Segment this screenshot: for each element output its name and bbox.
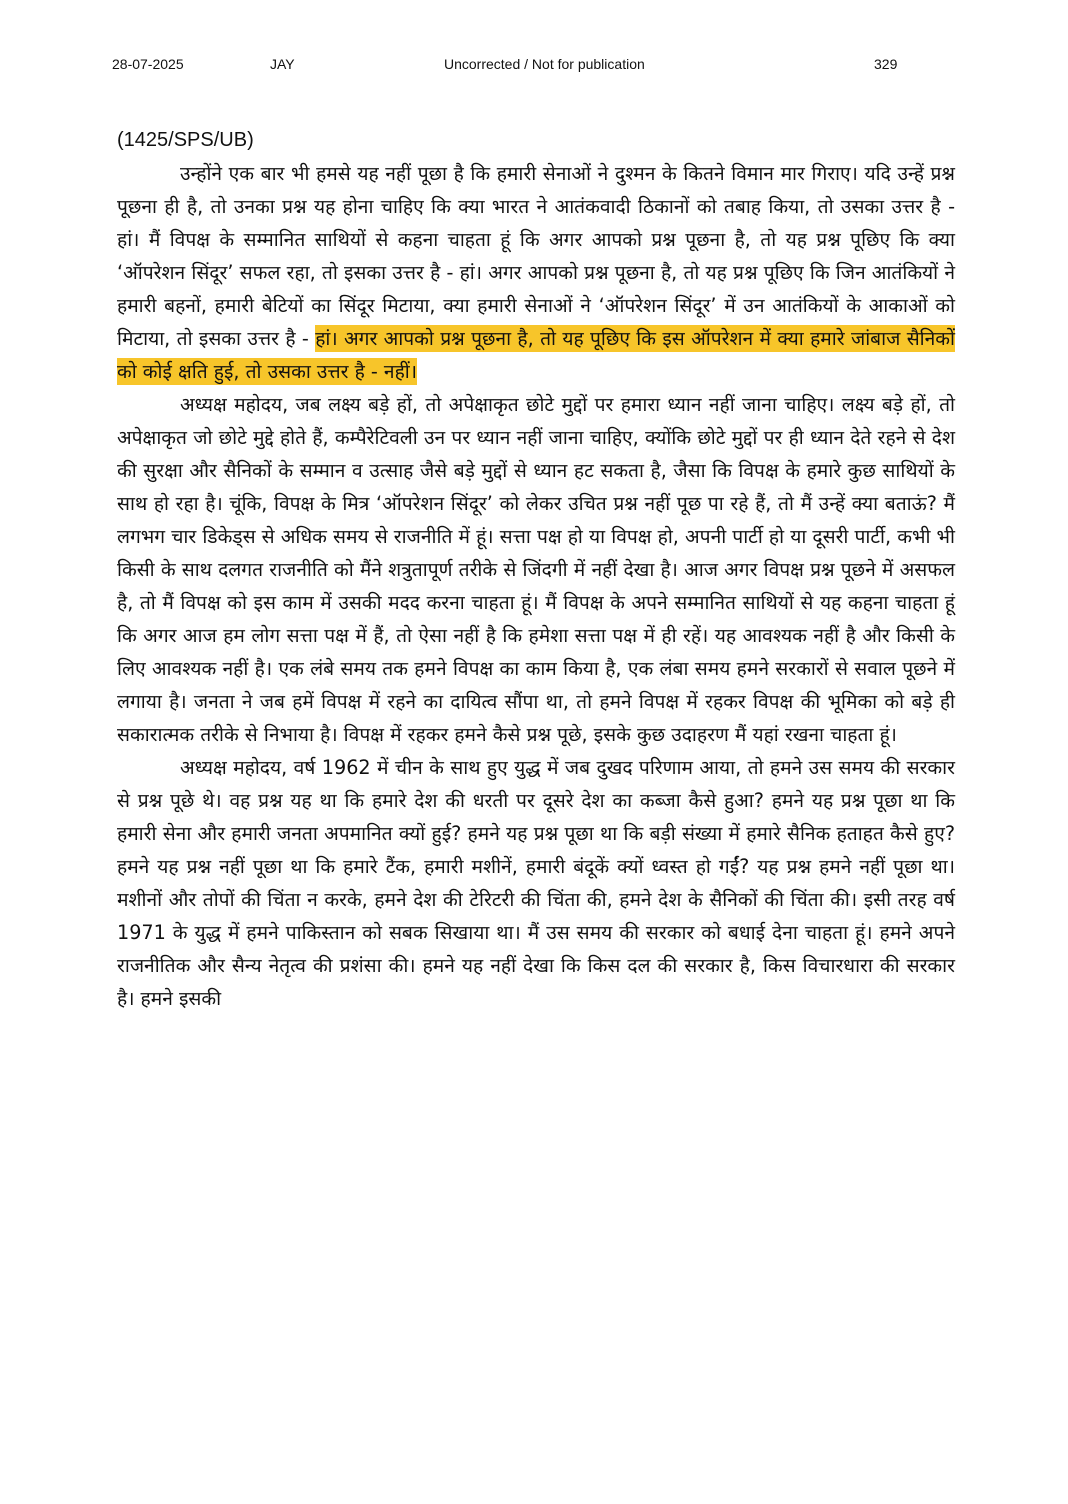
header-reporter-code: JAY: [270, 56, 295, 72]
paragraph-3: अध्यक्ष महोदय, वर्ष 1962 में चीन के साथ हुए युद्ध में जब दुखद परिणाम आया, तो हमने उस समय की सरकार से प्रश्न पूछे थे। वह प्रश्न यह था कि हमारे देश की धरती पर दूसरे देश का कब्जा कैसे हुआ? हमने यह प्रश्न पूछा था कि हमारी सेना और हमारी जनता अपमानित क्यों हुई? हमने यह प्रश्न पूछा था कि बड़ी संख्या में हमारे सैनिक हताहत कैसे हुए? हमने यह प्रश्न नहीं पूछा था कि हमारे टैंक, हमारी मशीनें, हमारी बंदूकें क्यों ध्वस्त हो गईं? यह प्रश्न हमने नहीं पूछा था। मशीनों और तोपों की चिंता न करके, हमने देश की टेरिटरी की चिंता की, हमने देश के सैनिकों की चिंता की। इसी तरह वर्ष 1971 के युद्ध में हमने पाकिस्तान को सबक सिखाया था। मैं उस समय की सरकार को बधाई देना चाहता हूं। हमने अपने राजनीतिक और सैन्य नेतृत्व की प्रशंसा की। हमने यह नहीं देखा कि किस दल की सरकार है, किस विचारधारा की सरकार है। हमने इसकी: [117, 756, 955, 1010]
paragraph-1-text: उन्होंने एक बार भी हमसे यह नहीं पूछा है कि हमारी सेनाओं ने दुश्मन के कितने विमान मार गिराए। यदि उन्हें प्रश्न पूछना ही है, तो उनका प्रश्न यह होना चाहिए कि क्या भारत ने आतंकवादी ठिकानों को तबाह किया, तो उसका उत्तर है - हां। मैं विपक्ष के सम्मानित साथियों से कहना चाहता हूं कि अगर आपको प्रश्न पूछना है, तो यह प्रश्न पूछिए कि क्या ‘ऑपरेशन सिंदूर’ सफल रहा, तो इसका उत्तर है - हां। अगर आपको प्रश्न पूछना है, तो यह प्रश्न पूछिए कि जिन आतंकियों ने हमारी बहनों, हमारी बेटियों का सिंदूर मिटाया, क्या हमारी सेनाओं ने ‘ऑपरेशन सिंदूर’ में उन आतंकियों के आकाओं को मिटाया, तो इसका उत्तर है -: [117, 162, 955, 350]
paragraph-1: [117, 157, 955, 388]
document-body: [117, 124, 955, 1015]
page-header: [0, 56, 1068, 76]
paragraph-2: अध्यक्ष महोदय, जब लक्ष्य बड़े हों, तो अपेक्षाकृत छोटे मुद्दों पर हमारा ध्यान नहीं जाना चाहिए। लक्ष्य बड़े हों, तो अपेक्षाकृत जो छोटे मुद्दे होते हैं, कम्पैरेटिवली उन पर ध्यान नहीं जाना चाहिए, क्योंकि छोटे मुद्दों पर ही ध्यान देते रहने से देश की सुरक्षा और सैनिकों के सम्मान व उत्साह जैसे बड़े मुद्दों से ध्यान हट सकता है, जैसा कि विपक्ष के हमारे कुछ साथियों के साथ हो रहा है। चूंकि, विपक्ष के मित्र ‘ऑपरेशन सिंदूर’ को लेकर उचित प्रश्न नहीं पूछ पा रहे हैं, तो मैं उन्हें क्या बताऊं? मैं लगभग चार डिकेड्स से अधिक समय से राजनीति में हूं। सत्ता पक्ष हो या विपक्ष हो, अपनी पार्टी हो या दूसरी पार्टी, कभी भी किसी के साथ दलगत राजनीति को मैंने शत्रुतापूर्ण तरीके से जिंदगी में नहीं देखा है। आज अगर विपक्ष प्रश्न पूछने में असफल है, तो मैं विपक्ष को इस काम में उसकी मदद करना चाहता हूं। मैं विपक्ष के अपने सम्मानित साथियों से यह कहना चाहता हूं कि अगर आज हम लोग सत्ता पक्ष में हैं, तो ऐसा नहीं है कि हमेशा सत्ता पक्ष में ही रहें। यह आवश्यक नहीं है और किसी के लिए आवश्यक नहीं है। एक लंबे समय तक हमने विपक्ष का काम किया है, एक लंबा समय हमने सरकारों से सवाल पूछने में लगाया है। जनता ने जब हमें विपक्ष में रहने का दायित्व सौंपा था, तो हमने विपक्ष में रहकर विपक्ष की भूमिका को बड़े ही सकारात्मक तरीके से निभाया है। विपक्ष में रहकर हमने कैसे प्रश्न पूछे, इसके कुछ उदाहरण मैं यहां रखना चाहता हूं।: [117, 393, 955, 746]
header-date: 28-07-2025: [112, 56, 184, 72]
highlighted-text: हां। अगर आपको प्रश्न पूछना है, तो यह पूछिए कि इस ऑपरेशन में क्या हमारे जांबाज सैनिकों को कोई क्षति हुई, तो उसका उत्तर है - नहीं।: [117, 327, 955, 383]
header-status: Uncorrected / Not for publication: [444, 56, 645, 72]
header-page-number: 329: [874, 56, 898, 72]
slip-code: (1425/SPS/UB): [117, 129, 254, 151]
